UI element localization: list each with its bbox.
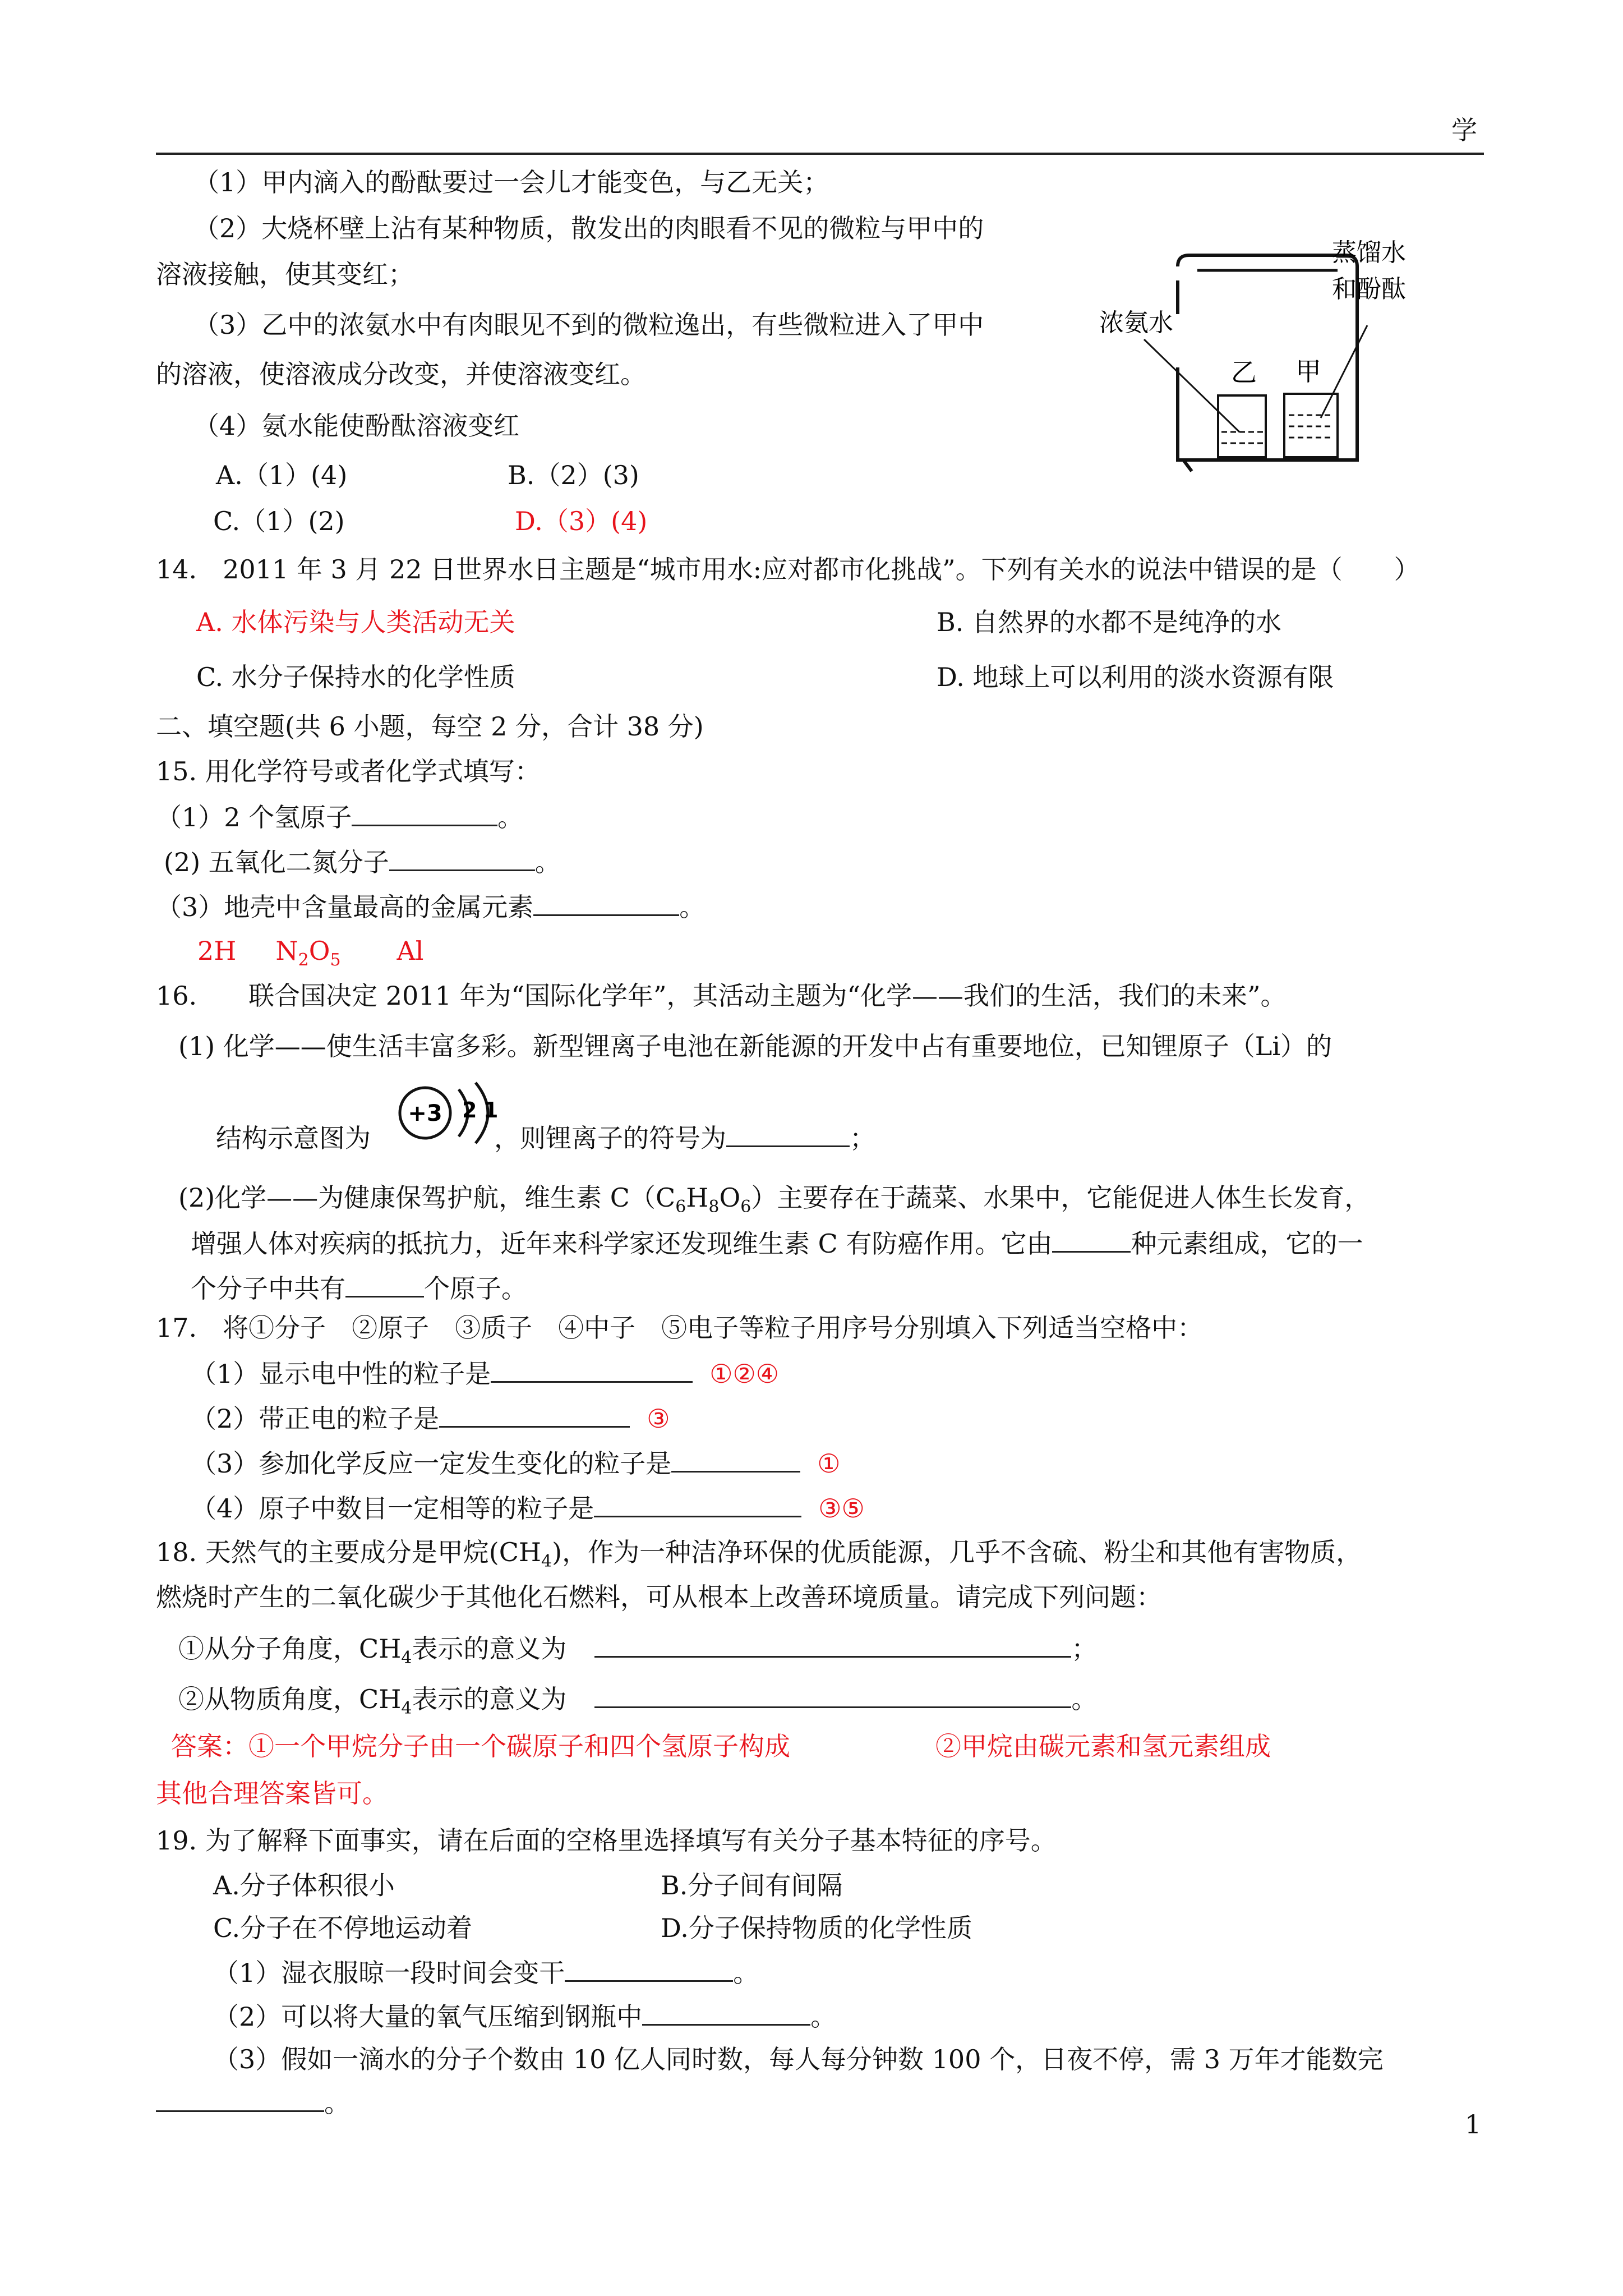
q19-part-3-answer-line: 。: [156, 2085, 350, 2120]
q13-statement-1: （1）甲内滴入的酚酞要过一会儿才能变色，与乙无关；: [193, 167, 829, 197]
q17-answer-3: ①: [817, 1448, 841, 1479]
label-beaker-jia: 甲: [1295, 356, 1321, 386]
q15-part-3: （3）地壳中含量最高的金属元素 。: [156, 889, 705, 924]
q19-option-b: B.分子间有间隔: [661, 1870, 843, 1901]
q19-part-1: （1）湿衣服晾一段时间会变干 。: [213, 1954, 759, 1990]
q13-statement-3b: 的溶液，使溶液成分改变，并使溶液变红。: [156, 359, 646, 389]
q15-part-1: （1）2 个氢原子 。: [156, 799, 523, 835]
q15-part-2: (2) 五氧化二氮分子 。: [164, 844, 561, 880]
q19-option-d: D.分子保持物质的化学性质: [661, 1913, 972, 1943]
q18-answer-a: 答案：①一个甲烷分子由一个碳原子和四个氢原子构成: [171, 1731, 790, 1761]
q17-answer-4: ③⑤: [818, 1493, 865, 1524]
q19-option-a: A.分子体积很小: [213, 1870, 395, 1901]
q13-option-b: B.（2）(3): [508, 460, 639, 490]
atom-nucleus-charge: +3: [408, 1101, 442, 1126]
atom-shell-1-electrons: 2: [462, 1098, 477, 1122]
q18-part-1: ①从分子角度，$CH_4$表示的意义为 ；: [178, 1630, 1097, 1676]
beaker-experiment-figure: [1099, 236, 1406, 482]
label-distilled-water: 蒸馏水: [1332, 238, 1406, 267]
q15-answer-1: 2H: [197, 936, 237, 966]
q16-part-2a: (2)化学——为健康保驾护航，维生素 $C(C_6H_8O_6)$主要存在于蔬菜、水果中，它能促进人体生长发育，: [178, 1182, 1371, 1217]
q14-option-a-answer: A. 水体污染与人类活动无关: [196, 607, 515, 637]
q14-option-c: C. 水分子保持水的化学性质: [196, 662, 515, 692]
q14-option-b: B. 自然界的水都不是纯净的水: [937, 607, 1282, 637]
q13-statement-4: （4）氨水能使酚酞溶液变红: [193, 411, 520, 441]
q13-statement-3a: （3）乙中的浓氨水中有肉眼见不到的微粒逸出，有些微粒进入了甲中: [193, 310, 984, 340]
q17-part-2: （2）带正电的粒子是 ③: [191, 1400, 670, 1436]
header-rule: [156, 153, 1484, 155]
q16-part-1b: 结构示意图为 ，则锂离子的符号为 ；: [216, 1120, 875, 1156]
q16-part-2b: 增强人体对疾病的抵抗力，近年来科学家还发现维生素 C 有防癌作用。它由 种元素组成，它的一: [191, 1225, 1363, 1261]
q19-part-3: （3）假如一滴水的分子个数由 10 亿人同时数，每人每分钟数 100 个，日夜不停，需 3 万年才能数完: [213, 2044, 1384, 2074]
q18-part-2: ②从物质角度，$CH_4$表示的意义为 。: [178, 1681, 1097, 1726]
header-mark: 学: [1451, 115, 1477, 145]
label-beaker-yi: 乙: [1231, 357, 1257, 388]
page-number: 1: [1465, 2109, 1482, 2139]
section-2-title: 二、填空题(共 6 小题，每空 2 分，合计 38 分): [156, 711, 704, 742]
q16-stem: 16. 联合国决定 2011 年为“国际化学年”，其活动主题为“化学——我们的生活，我们的未来”。: [156, 981, 1287, 1011]
q19-option-c: C.分子在不停地运动着: [213, 1913, 473, 1943]
q13-statement-2b: 溶液接触，使其变红；: [156, 259, 414, 289]
q19-part-2: （2）可以将大量的氧气压缩到钢瓶中 。: [213, 1998, 836, 2034]
q15-answer-3: Al: [396, 936, 424, 966]
q14-stem: 14. 2011 年 3 月 22 日世界水日主题是“城市用水:应对都市化挑战”。下列有关水的说法中错误的是（ ）: [156, 554, 1420, 585]
label-and-phenolphthalein: 和酚酞: [1332, 275, 1406, 303]
q17-stem: 17. 将①分子 ②原子 ③质子 ④中子 ⑤电子等粒子用序号分别填入下列适当空格中：: [156, 1313, 1204, 1343]
label-concentrated-ammonia: 浓氨水: [1099, 309, 1173, 337]
q18-stem-b: 燃烧时产生的二氧化碳少于其他化石燃料，可从根本上改善环境质量。请完成下列问题：: [156, 1582, 1162, 1612]
q18-stem-a: 18. 天然气的主要成分是甲烷$(CH_4)$，作为一种洁净环保的优质能源，几乎不含硫、粉尘和其他有害物质，: [156, 1537, 1362, 1571]
atom-shell-2-electrons: 1: [483, 1098, 499, 1122]
q15-stem: 15. 用化学符号或者化学式填写：: [156, 756, 541, 786]
q18-answer-b: ②甲烷由碳元素和氢元素组成: [935, 1731, 1271, 1761]
q15-answers: [197, 933, 423, 978]
q17-part-3: （3）参加化学反应一定发生变化的粒子是 ①: [191, 1445, 841, 1481]
q13-option-a: A.（1）(4): [216, 460, 348, 490]
q19-stem: 19. 为了解释下面事实，请在后面的空格里选择填写有关分子基本特征的序号。: [156, 1825, 1057, 1856]
q17-answer-1: ①②④: [709, 1359, 779, 1389]
q17-part-4: （4）原子中数目一定相等的粒子是 ③⑤: [191, 1490, 865, 1526]
q17-part-1: （1）显示电中性的粒子是 ①②④: [191, 1355, 779, 1391]
q16-part-2c: 个分子中共有 个原子。: [191, 1270, 527, 1306]
q13-option-c: C.（1）(2): [213, 506, 345, 536]
q17-answer-2: ③: [647, 1404, 670, 1434]
q14-option-d: D. 地球上可以利用的淡水资源有限: [937, 662, 1334, 692]
lithium-atom-diagram: [393, 1077, 522, 1172]
q16-part-1: (1) 化学——使生活丰富多彩。新型锂离子电池在新能源的开发中占有重要地位，已知锂原子（Li）的: [178, 1031, 1332, 1061]
q15-answer-2: $N_2O_5$: [275, 936, 341, 970]
q18-answer-c: 其他合理答案皆可。: [156, 1778, 388, 1809]
q13-statement-2a: （2）大烧杯壁上沾有某种物质，散发出的肉眼看不见的微粒与甲中的: [193, 213, 984, 243]
q13-option-d-answer: D.（3）(4): [515, 506, 648, 536]
